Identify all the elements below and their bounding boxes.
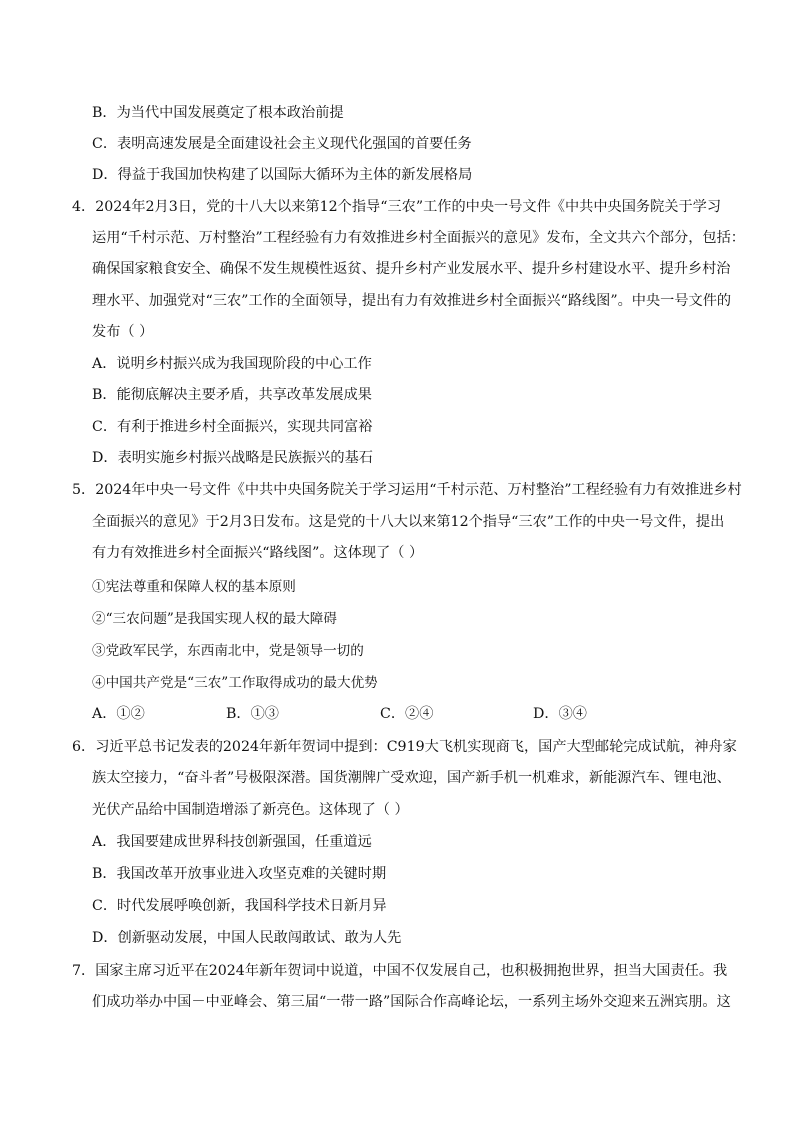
q5-option-d: D．③④ (533, 706, 587, 722)
q4-option-a: A．说明乡村振兴成为我国现阶段的中心工作 (92, 356, 372, 372)
q5-option-c: C．②④ (380, 706, 434, 722)
q4-option-b: B．能彻底解决主要矛盾，共享改革发展成果 (92, 387, 372, 403)
q5-stem-line-1: 5．2024年中央一号文件《中共中央国务院关于学习运用“千村示范、万村整治”工程经验有力有效推进乡村 (72, 482, 742, 498)
q5-stem-line-2: 全面振兴的意见》于2月3日发布。这是党的十八大以来第12个指导“三农”工作的中央一号文件，提出 (92, 514, 725, 530)
q5-statement-2: ②“三农问题”是我国实现人权的最大障碍 (92, 611, 337, 627)
q4-stem-line-3: 确保国家粮食安全、确保不发生规模性返贫、提升乡村产业发展水平、提升乡村建设水平、提升乡村治 (92, 261, 731, 277)
q3-option-b: B．为当代中国发展奠定了根本政治前提 (92, 105, 344, 121)
q6-option-d: D．创新驱动发展，中国人民敢闯敢试、敢为人先 (92, 930, 402, 946)
q6-stem-line-2: 族太空接力，“奋斗者”号极限深潜。国货潮牌广受欢迎，国产新手机一机难求，新能源汽车、锂电池、 (92, 770, 731, 786)
q6-stem-line-1: 6．习近平总书记发表的2024年新年贺词中提到：C919大飞机实现商飞，国产大型邮轮完成试航，神舟家 (72, 739, 737, 755)
q6-option-a: A．我国要建成世界科技创新强国，任重道远 (92, 834, 372, 850)
q7-stem-line-1: 7．国家主席习近平在2024年新年贺词中说道，中国不仅发展自己，也积极拥抱世界，担当大国责任。我 (72, 963, 728, 979)
q5-option-b: B．①③ (226, 706, 279, 722)
q5-statement-3: ③党政军民学，东西南北中，党是领导一切的 (92, 643, 364, 659)
q4-stem-line-5: 发布（ ） (92, 324, 154, 340)
q6-stem-line-3: 光伏产品给中国制造增添了新亮色。这体现了（ ） (92, 802, 409, 818)
q3-option-c: C．表明高速发展是全面建设社会主义现代化强国的首要任务 (92, 136, 472, 152)
q5-statement-4: ④中国共产党是“三农”工作取得成功的最大优势 (92, 675, 378, 691)
q5-stem-line-3: 有力有效推进乡村全面振兴“路线图”。这体现了（ ） (92, 545, 424, 561)
q4-stem-line-4: 理水平、加强党对“三农”工作的全面领导，提出有力有效推进乡村全面振兴“路线图”。中央一号文件的 (92, 293, 732, 309)
q5-options-row (92, 703, 732, 723)
q6-option-c: C．时代发展呼唤创新，我国科学技术日新月异 (92, 898, 387, 914)
q4-stem-line-1: 4．2024年2月3日，党的十八大以来第12个指导“三农”工作的中央一号文件《中共中央国务院关于学习 (72, 199, 722, 215)
q3-option-d: D．得益于我国加快构建了以国际大循环为主体的新发展格局 (92, 167, 473, 183)
q4-stem-line-2: 运用“千村示范、万村整治”工程经验有力有效推进乡村全面振兴的意见》发布，全文共六个部分，包括： (92, 230, 745, 246)
q7-stem-line-2: 们成功举办中国－中亚峰会、第三届“一带一路”国际合作高峰论坛，一系列主场外交迎来五洲宾朋。这 (92, 994, 731, 1010)
q4-option-c: C．有利于推进乡村全面振兴，实现共同富裕 (92, 419, 373, 435)
q4-option-d: D．表明实施乡村振兴战略是民族振兴的基石 (92, 450, 373, 466)
q5-option-a: A．①② (92, 706, 145, 722)
q5-statement-1: ①宪法尊重和保障人权的基本原则 (92, 579, 296, 595)
q6-option-b: B．我国改革开放事业进入攻坚克难的关键时期 (92, 866, 387, 882)
